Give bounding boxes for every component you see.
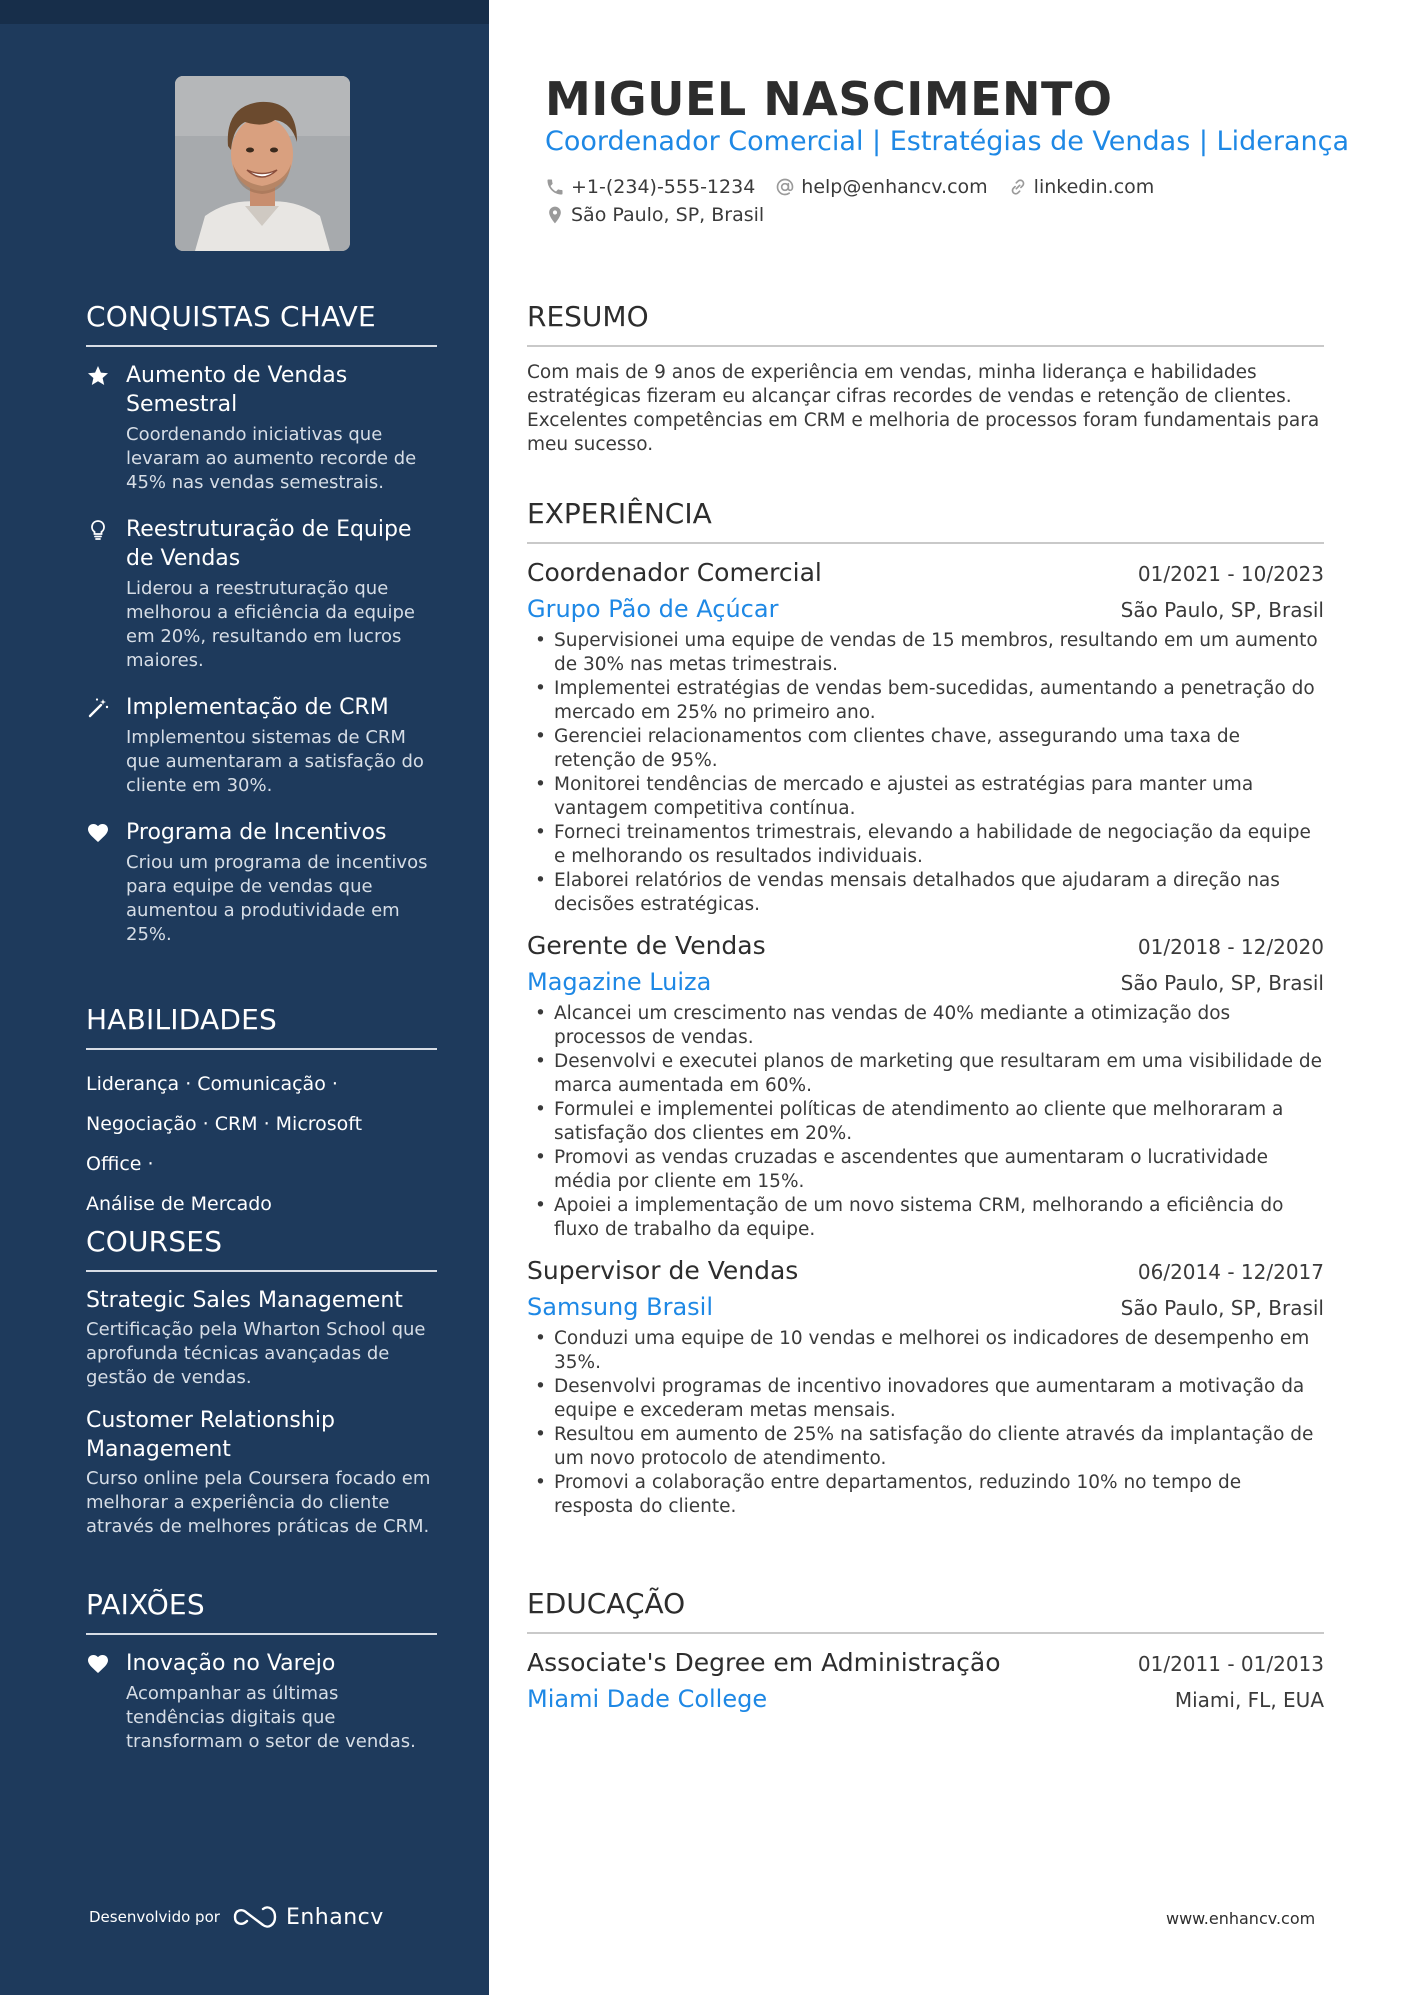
achievement-desc: Criou um programa de incentivos para equipe de vendas que aumentou a produtividade em 25%. bbox=[126, 852, 428, 945]
education-subheader bbox=[527, 1685, 1324, 1713]
summary-section bbox=[527, 300, 1324, 457]
job-date: 06/2014 - 12/2017 bbox=[1137, 1260, 1324, 1284]
education-title: EDUCAÇÃO bbox=[527, 1587, 1324, 1634]
summary-text: Com mais de 9 anos de experiência em vendas, minha liderança e habilidades estratégicas fizeram eu alcançar cifras recordes de vendas e retenção de clientes. Excelentes competências em CRM e melhoria de processos foram fundamentais para meu sucesso. bbox=[527, 362, 1320, 455]
skills-line bbox=[86, 1104, 437, 1184]
star-icon bbox=[86, 364, 110, 388]
skills-line bbox=[86, 1184, 437, 1224]
job-location: São Paulo, SP, Brasil bbox=[1120, 1296, 1324, 1320]
skill-separator: · bbox=[185, 1073, 192, 1095]
bullet-item: • Supervisionei uma equipe de vendas de 15 membros, resultando em um aumento de 30% nas metas trimestrais. bbox=[527, 629, 1324, 677]
brand-name: Enhancv bbox=[285, 1904, 384, 1930]
passion-desc: Acompanhar as últimas tendências digitais que transformam o setor de vendas. bbox=[126, 1683, 416, 1752]
bullet-item: • Desenvolvi e executei planos de marketing que resultaram em uma visibilidade de marca aumentada em 60%. bbox=[527, 1050, 1324, 1098]
achievement-title: Reestruturação de Equipe de Vendas bbox=[126, 517, 412, 571]
job-header bbox=[527, 1256, 1324, 1285]
contact-row bbox=[545, 201, 1174, 229]
job-company: Magazine Luiza bbox=[527, 968, 712, 996]
magic-wand-icon bbox=[86, 696, 110, 720]
job-entry bbox=[527, 558, 1324, 917]
job-bullets bbox=[527, 1002, 1324, 1242]
job-bullets bbox=[527, 629, 1324, 917]
job-entry bbox=[527, 1256, 1324, 1519]
heart-icon bbox=[86, 821, 110, 845]
courses-section bbox=[86, 1225, 437, 1555]
skill-separator: · bbox=[202, 1113, 209, 1135]
contact-row bbox=[545, 173, 1174, 201]
bullet-item: • Apoiei a implementação de um novo sistema CRM, melhorando a eficiência do fluxo de trabalho da equipe. bbox=[527, 1194, 1324, 1242]
course-item bbox=[86, 1286, 437, 1390]
experience-title: EXPERIÊNCIA bbox=[527, 497, 1324, 544]
achievement-title: Implementação de CRM bbox=[126, 695, 389, 720]
education-entry bbox=[527, 1648, 1324, 1713]
location-item bbox=[545, 204, 764, 226]
skills-line bbox=[86, 1064, 437, 1104]
skill-tag: CRM bbox=[214, 1113, 258, 1135]
email-item[interactable] bbox=[775, 176, 987, 198]
contact-info bbox=[545, 173, 1174, 229]
achievement-desc: Liderou a reestruturação que melhorou a eficiência da equipe em 20%, resultando em lucros maiores. bbox=[126, 578, 415, 671]
skills-section bbox=[86, 1003, 437, 1224]
job-company: Samsung Brasil bbox=[527, 1293, 713, 1321]
website-link[interactable]: www.enhancv.com bbox=[1166, 1909, 1316, 1928]
education-header bbox=[527, 1648, 1324, 1677]
education-date: 01/2011 - 01/2013 bbox=[1137, 1652, 1324, 1676]
linkedin-text: linkedin.com bbox=[1033, 176, 1155, 198]
achievement-item bbox=[86, 361, 437, 495]
phone-text: +1-(234)-555-1234 bbox=[571, 176, 756, 198]
course-title: Customer Relationship Management bbox=[86, 1408, 335, 1462]
passion-item bbox=[86, 1649, 437, 1754]
powered-by bbox=[89, 1904, 384, 1930]
achievement-desc: Coordenando iniciativas que levaram ao aumento recorde de 45% nas vendas semestrais. bbox=[126, 424, 417, 493]
passion-title: Inovação no Varejo bbox=[126, 1651, 336, 1676]
phone-item[interactable] bbox=[545, 176, 755, 198]
job-header bbox=[527, 558, 1324, 587]
job-subheader bbox=[527, 968, 1324, 996]
skill-separator: · bbox=[263, 1113, 270, 1135]
skills-list bbox=[86, 1064, 437, 1224]
bullet-item: • Forneci treinamentos trimestrais, elevando a habilidade de negociação da equipe e melhorando os resultados individuais. bbox=[527, 821, 1324, 869]
bullet-item: • Gerenciei relacionamentos com clientes chave, assegurando uma taxa de retenção de 95%. bbox=[527, 725, 1324, 773]
achievement-item bbox=[86, 818, 437, 947]
course-desc: Certificação pela Wharton School que aprofunda técnicas avançadas de gestão de vendas. bbox=[86, 1319, 426, 1388]
passions-title: PAIXÕES bbox=[86, 1588, 437, 1635]
sidebar-top-bar bbox=[0, 0, 489, 24]
enhancv-logo-icon bbox=[232, 1904, 278, 1930]
job-title: Gerente de Vendas bbox=[527, 931, 766, 960]
bullet-item: • Monitorei tendências de mercado e ajustei as estratégias para manter uma vantagem competitiva contínua. bbox=[527, 773, 1324, 821]
job-bullets bbox=[527, 1327, 1324, 1519]
lightbulb-icon bbox=[86, 518, 110, 542]
avatar bbox=[175, 76, 350, 251]
achievements-section bbox=[86, 300, 437, 967]
bullet-item: • Promovi as vendas cruzadas e ascendentes que aumentaram o lucratividade média por cliente em 15%. bbox=[527, 1146, 1324, 1194]
course-desc: Curso online pela Coursera focado em melhorar a experiência do cliente através de melhores práticas de CRM. bbox=[86, 1468, 431, 1537]
bullet-item: • Resultou em aumento de 25% na satisfação do cliente através da implantação de um novo protocolo de atendimento. bbox=[527, 1423, 1324, 1471]
education-section bbox=[527, 1587, 1324, 1727]
phone-icon bbox=[545, 177, 565, 197]
job-location: São Paulo, SP, Brasil bbox=[1120, 971, 1324, 995]
passions-section bbox=[86, 1588, 437, 1774]
job-date: 01/2018 - 12/2020 bbox=[1137, 935, 1324, 959]
job-entry bbox=[527, 931, 1324, 1242]
heart-icon bbox=[86, 1652, 110, 1676]
bullet-item: • Alcancei um crescimento nas vendas de 40% mediante a otimização dos processos de vendas. bbox=[527, 1002, 1324, 1050]
experience-section bbox=[527, 497, 1324, 1533]
bullet-item: • Promovi a colaboração entre departamentos, reduzindo 10% no tempo de resposta do cliente. bbox=[527, 1471, 1324, 1519]
bullet-item: • Desenvolvi programas de incentivo inovadores que aumentaram a motivação da equipe e excederam metas mensais. bbox=[527, 1375, 1324, 1423]
course-item bbox=[86, 1406, 437, 1539]
summary-title: RESUMO bbox=[527, 300, 1324, 347]
bullet-item: • Implementei estratégias de vendas bem-sucedidas, aumentando a penetração do mercado em 25% no primeiro ano. bbox=[527, 677, 1324, 725]
education-degree: Associate's Degree em Administração bbox=[527, 1648, 1001, 1677]
education-school: Miami Dade College bbox=[527, 1685, 768, 1713]
achievement-desc: Implementou sistemas de CRM que aumentaram a satisfação do cliente em 30%. bbox=[126, 727, 424, 796]
skills-title: HABILIDADES bbox=[86, 1003, 437, 1050]
location-pin-icon bbox=[545, 205, 565, 225]
achievement-title: Aumento de Vendas Semestral bbox=[126, 363, 348, 417]
skill-tag: Comunicação bbox=[197, 1073, 326, 1095]
link-icon bbox=[1008, 177, 1028, 197]
bullet-item: • Elaborei relatórios de vendas mensais detalhados que ajudaram a direção nas decisões estratégicas. bbox=[527, 869, 1324, 917]
job-title: Supervisor de Vendas bbox=[527, 1256, 799, 1285]
achievement-item bbox=[86, 693, 437, 798]
skill-tag: Microsoft Office bbox=[86, 1113, 363, 1175]
at-sign-icon bbox=[775, 177, 795, 197]
job-date: 01/2021 - 10/2023 bbox=[1137, 562, 1324, 586]
job-title: Coordenador Comercial bbox=[527, 558, 822, 587]
course-title: Strategic Sales Management bbox=[86, 1288, 403, 1313]
job-subheader bbox=[527, 1293, 1324, 1321]
achievement-title: Programa de Incentivos bbox=[126, 820, 387, 845]
email-text: help@enhancv.com bbox=[801, 176, 988, 198]
powered-by-label: Desenvolvido por bbox=[89, 1908, 220, 1926]
skill-separator: · bbox=[147, 1153, 154, 1175]
candidate-name: MIGUEL NASCIMENTO bbox=[545, 72, 1113, 126]
skill-tag: Liderança bbox=[86, 1073, 180, 1095]
job-company: Grupo Pão de Açúcar bbox=[527, 595, 779, 623]
bullet-item: • Formulei e implementei políticas de atendimento ao cliente que melhoraram a satisfação dos clientes em 20%. bbox=[527, 1098, 1324, 1146]
location-text: São Paulo, SP, Brasil bbox=[571, 204, 765, 226]
skill-separator: · bbox=[331, 1073, 338, 1095]
achievement-item bbox=[86, 515, 437, 673]
skill-tag: Negociação bbox=[86, 1113, 197, 1135]
job-subheader bbox=[527, 595, 1324, 623]
sidebar bbox=[0, 0, 489, 1995]
job-header bbox=[527, 931, 1324, 960]
bullet-item: • Conduzi uma equipe de 10 vendas e melhorei os indicadores de desempenho em 35%. bbox=[527, 1327, 1324, 1375]
achievements-title: CONQUISTAS CHAVE bbox=[86, 300, 437, 347]
skill-tag: Análise de Mercado bbox=[86, 1193, 272, 1215]
headline: Coordenador Comercial | Estratégias de Vendas | Liderança bbox=[545, 126, 1349, 157]
profile-photo bbox=[175, 76, 350, 251]
job-location: São Paulo, SP, Brasil bbox=[1120, 598, 1324, 622]
linkedin-item[interactable] bbox=[1008, 176, 1155, 198]
education-location: Miami, FL, EUA bbox=[1174, 1688, 1324, 1712]
courses-title: COURSES bbox=[86, 1225, 437, 1272]
